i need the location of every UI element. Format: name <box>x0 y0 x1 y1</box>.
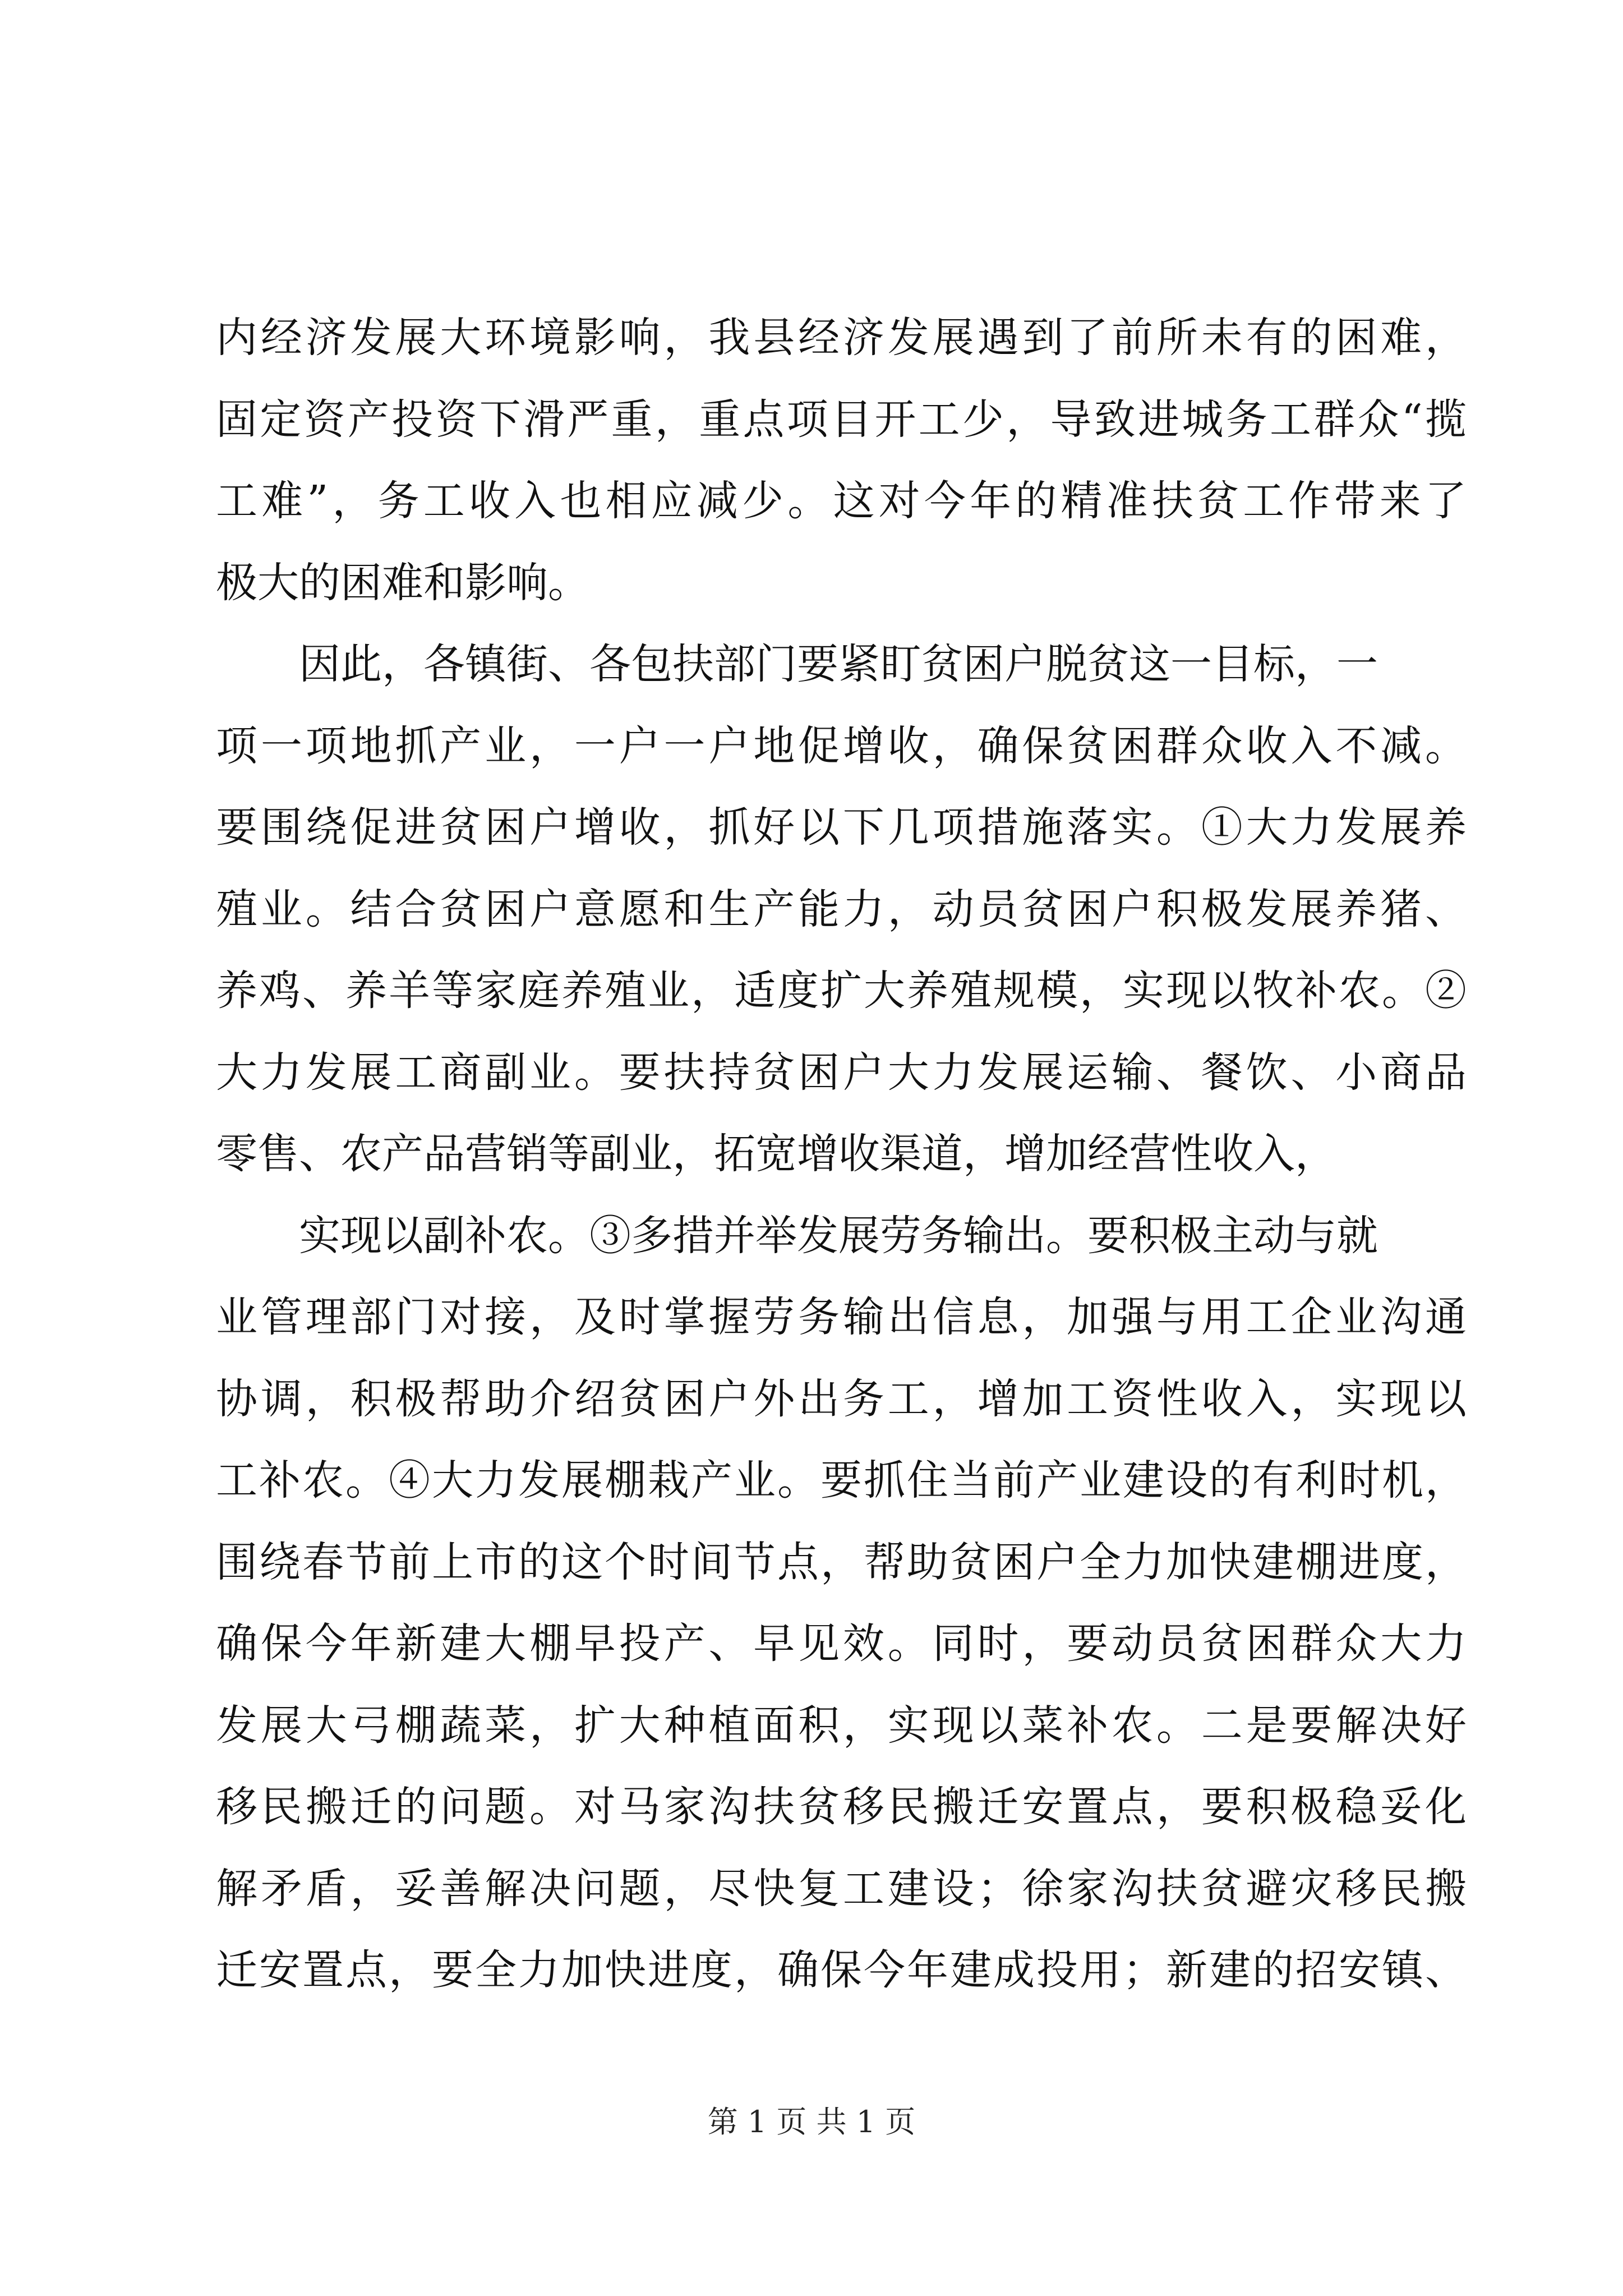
text-line: 工补农。④大力发展棚栽产业。要抓住当前产业建设的有利时机， <box>216 1456 1467 1504</box>
text-line: 养鸡、养羊等家庭养殖业，适度扩大养殖规模，实现以牧补农。② <box>216 967 1467 1015</box>
text-line: 业管理部门对接，及时掌握劳务输出信息，加强与用工企业沟通 <box>216 1293 1467 1341</box>
text-line: 迁安置点，要全力加快进度，确保今年建成投用；新建的招安镇、 <box>216 1946 1467 1994</box>
page-number-footer: 第 1 页 共 1 页 <box>707 2104 916 2139</box>
paragraph-start-line: 因此，各镇街、各包扶部门要紧盯贫困户脱贫这一目标，一 <box>299 640 1378 688</box>
text-line: 零售、农产品营销等副业，拓宽增收渠道，增加经营性收入， <box>216 1130 1336 1178</box>
text-line: 固定资产投资下滑严重，重点项目开工少，导致进城务工群众“揽 <box>216 395 1467 444</box>
text-line: 内经济发展大环境影响，我县经济发展遇到了前所未有的困难， <box>216 314 1467 362</box>
text-line: 要围绕促进贫困户增收，抓好以下几项措施落实。①大力发展养 <box>216 803 1467 852</box>
text-line: 协调，积极帮助介绍贫困户外出务工，增加工资性收入，实现以 <box>216 1374 1467 1423</box>
text-line: 殖业。结合贫困户意愿和生产能力，动员贫困户积极发展养猪、 <box>216 885 1467 933</box>
text-line: 项一项地抓产业，一户一户地促增收，确保贫困群众收入不减。 <box>216 721 1467 770</box>
text-line: 解矛盾，妥善解决问题，尽快复工建设；徐家沟扶贫避灾移民搬 <box>216 1864 1467 1913</box>
text-line: 移民搬迁的问题。对马家沟扶贫移民搬迁安置点，要积极稳妥化 <box>216 1783 1467 1831</box>
text-line: 围绕春节前上市的这个时间节点，帮助贫困户全力加快建棚进度， <box>216 1538 1467 1586</box>
text-line: 极大的困难和影响。 <box>216 558 589 607</box>
document-body <box>216 297 1467 2012</box>
paragraph-start-line: 实现以副补农。③多措并举发展劳务输出。要积极主动与就 <box>299 1211 1378 1260</box>
text-line: 工难”，务工收入也相应减少。这对今年的精准扶贫工作带来了 <box>216 477 1467 525</box>
text-line: 大力发展工商副业。要扶持贫困户大力发展运输、餐饮、小商品 <box>216 1048 1467 1097</box>
text-line: 发展大弓棚蔬菜，扩大种植面积，实现以菜补农。二是要解决好 <box>216 1701 1467 1750</box>
text-line: 确保今年新建大棚早投产、早见效。同时，要动员贫困群众大力 <box>216 1619 1467 1668</box>
